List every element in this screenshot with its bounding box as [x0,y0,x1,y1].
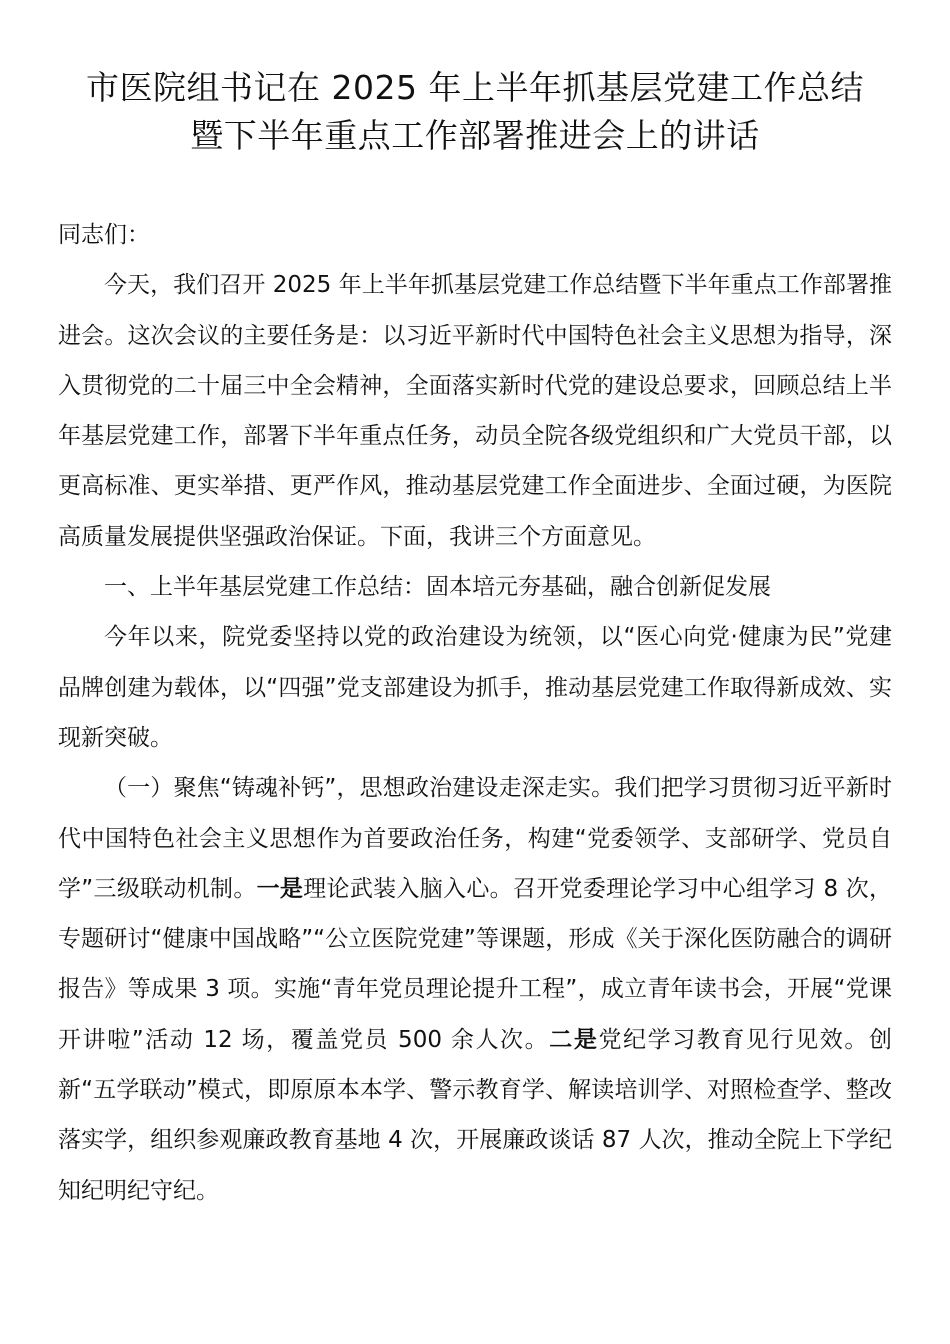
section-1-intro-paragraph: 今年以来，院党委坚持以党的政治建设为统领，以“医心向党·健康为民”党建品牌创建为载体，以“四强”党支部建设为抓手，推动基层党建工作取得新成效、实现新突破。 [58,624,892,751]
document-title [58,64,892,160]
document-body [58,210,892,1216]
intro-paragraph: 今天，我们召开 2025 年上半年抓基层党建工作总结暨下半年重点工作部署推进会。这次会议的主要任务是：以习近平新时代中国特色社会主义思想为指导，深入贯彻党的二十届三中全会精神，全面落实新时代党的建设总要求，回顾总结上半年基层党建工作，部署下半年重点任务，动员全院各级党组织和广大党员干部，以更高标准、更实举措、更严作风，推动基层党建工作全面进步、全面过硬，为医院高质量发展提供坚强政治保证。下面，我讲三个方面意见。 [58,272,892,550]
subsection-1-text-a: （一）聚焦“铸魂补钙”，思想政治建设走深走实。我们把学习贯彻习近平新时代中国特色社会主义思想作为首要政治任务，构建“党委领学、支部研学、党员自学”三级联动机制。 [58,775,892,902]
lead-two: 二是 [549,1026,599,1053]
title-line-1: 市医院组书记在 2025 年上半年抓基层党建工作总结 [86,68,864,107]
subsection-1-paragraph [58,763,892,1216]
section-1-heading: 一、上半年基层党建工作总结：固本培元夯基础，融合创新促发展 [104,574,771,601]
subsection-1-text-b: 理论武装入脑入心。召开党委理论学习中心组学习 8 次，专题研讨“健康中国战略”“公立医院党建”等课题，形成《关于深化医防融合的调研报告》等成果 3 项。实施“青年党员理论提升工程”，成立青年读书会，开展“党课开讲啦”活动 12 场，覆盖党员 500 余人次。 [58,875,892,1053]
title-line-2: 暨下半年重点工作部署推进会上的讲话 [190,116,760,155]
greeting: 同志们： [58,222,150,248]
lead-one: 一是 [256,875,304,902]
subsection-1-text-c: 党纪学习教育见行见效。创新“五学联动”模式，即原原本本学、警示教育学、解读培训学、对照检查学、整改落实学，组织参观廉政教育基地 4 次，开展廉政谈话 87 人次，推动全院上下学纪知纪明纪守纪。 [58,1026,893,1204]
document-page [58,64,892,1216]
